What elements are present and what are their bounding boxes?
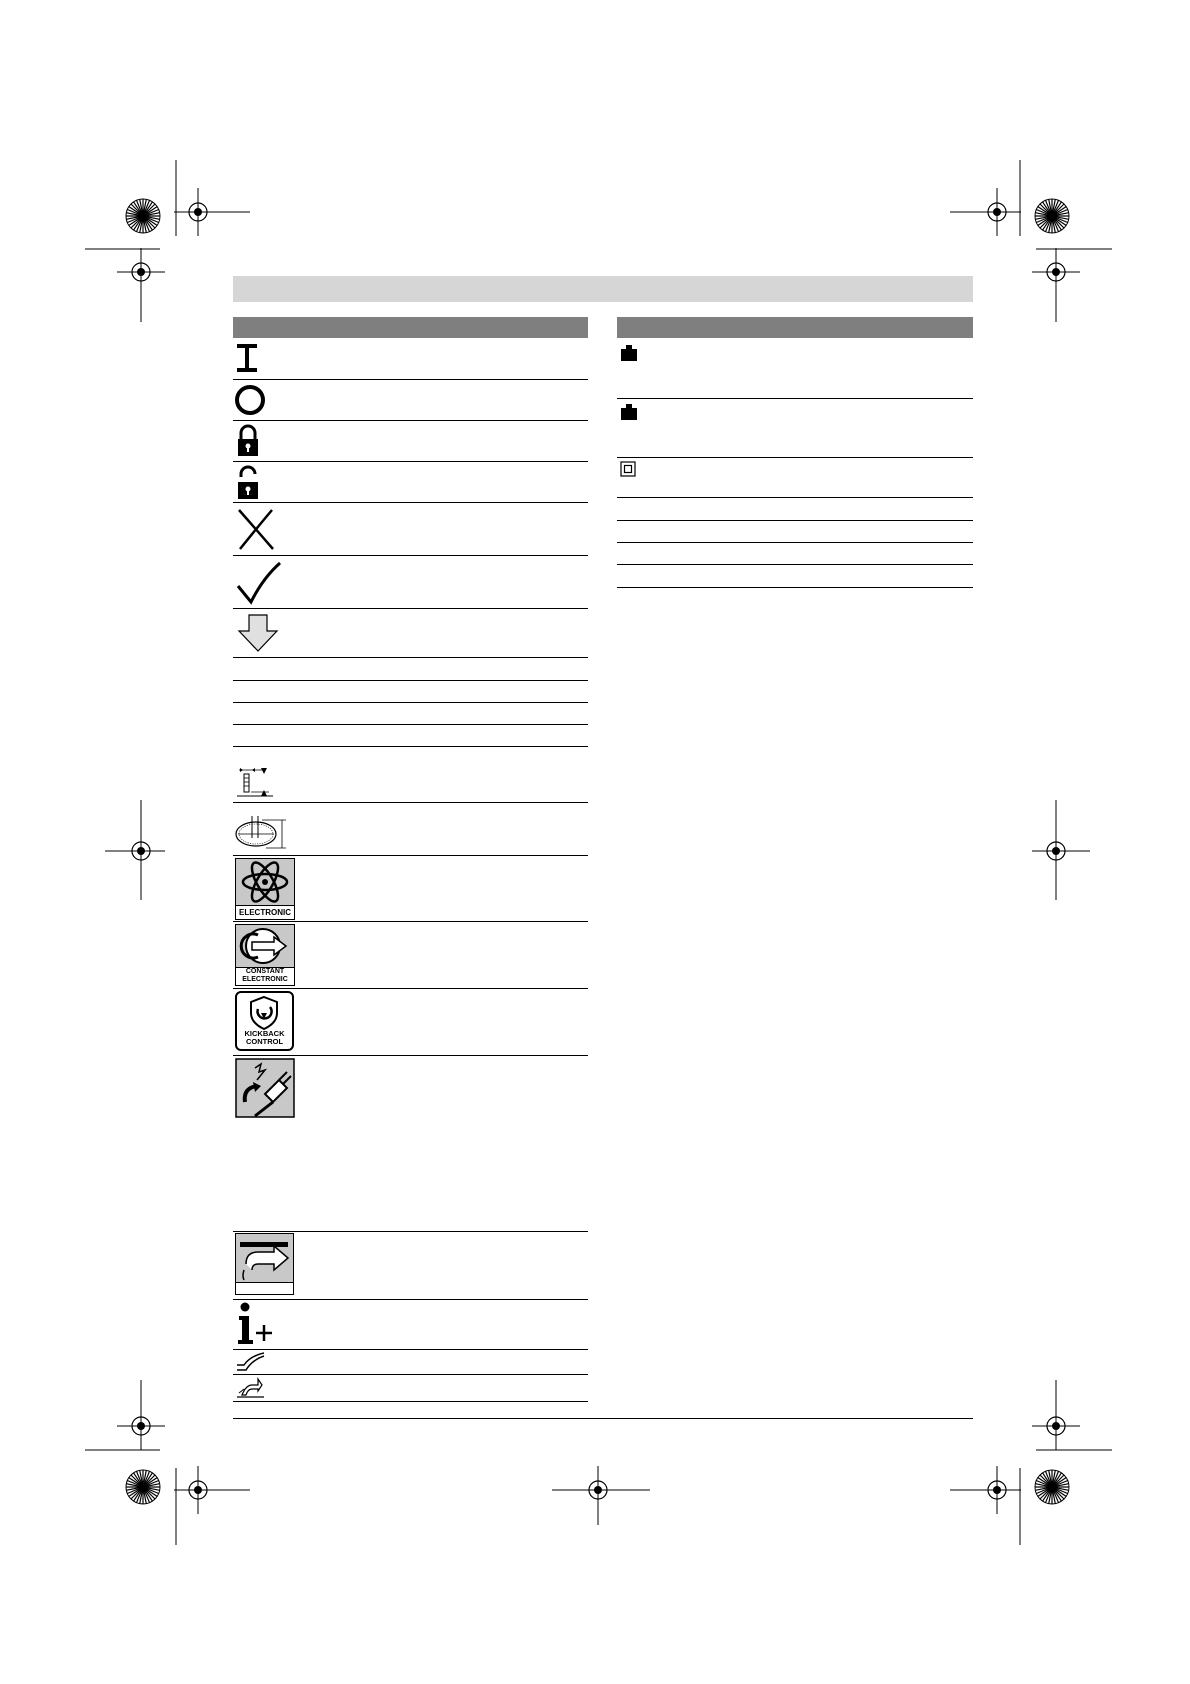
constant-electronic-label-1: CONSTANT: [245, 968, 285, 975]
small-tool-icon: [236, 1377, 266, 1399]
table-row-divider: [233, 1401, 588, 1402]
padlock-unlocked-icon: [236, 465, 260, 501]
constant-electronic-label-2: ELECTRONIC: [242, 976, 288, 983]
table-row-divider: [233, 680, 588, 681]
table-row-divider: [233, 1299, 588, 1300]
table-row-divider: [233, 608, 588, 609]
electronic-icon: [235, 858, 295, 920]
padlock-locked-icon: [236, 424, 260, 458]
table-row-divider: [233, 1231, 588, 1232]
dust-extraction-icon: [235, 1233, 294, 1295]
table-row-divider: [233, 502, 588, 503]
table-row-divider: [233, 746, 588, 747]
right-table-header: [617, 317, 973, 338]
kickback-control-label-1: KICKBACK: [244, 1029, 285, 1038]
table-row-divider: [233, 420, 588, 421]
plug-unplug-icon: [235, 1058, 295, 1118]
table-row-divider: [233, 702, 588, 703]
weight-icon: [620, 403, 638, 421]
kickback-control-icon: [235, 991, 294, 1051]
table-row-divider: [233, 461, 588, 462]
down-arrow-icon: [237, 613, 279, 653]
constant-electronic-icon: [235, 924, 295, 986]
cross-mark-icon: [236, 507, 276, 551]
table-row-divider: [617, 497, 973, 498]
table-row-divider: [233, 988, 588, 989]
table-row-divider: [617, 564, 973, 565]
table-row-divider: [617, 398, 973, 399]
table-row-divider: [233, 379, 588, 380]
footer-rule: [233, 1418, 973, 1419]
table-row-divider: [233, 1055, 588, 1056]
saw-blade-diameter-icon: [234, 812, 288, 850]
check-mark-icon: [235, 560, 283, 606]
table-row-divider: [617, 457, 973, 458]
info-plus-icon: [236, 1302, 276, 1346]
table-row-divider: [233, 802, 588, 803]
table-row-divider: [233, 921, 588, 922]
table-row-divider: [617, 542, 973, 543]
electronic-icon-label: ELECTRONIC: [236, 905, 294, 919]
kickback-control-label-2: CONTROL: [245, 1037, 284, 1046]
protection-class-ii-icon: [620, 461, 636, 477]
table-row-divider: [617, 587, 973, 588]
cutting-depth-icon: [235, 760, 275, 798]
table-row-divider: [233, 1374, 588, 1375]
table-row-divider: [233, 855, 588, 856]
switch-on-icon: [235, 342, 259, 374]
small-curve-icon: [236, 1352, 266, 1372]
switch-off-icon: [234, 384, 266, 416]
left-table-header: [233, 317, 588, 338]
weight-icon: [620, 344, 638, 362]
table-row-divider: [617, 520, 973, 521]
table-row-divider: [233, 724, 588, 725]
table-row-divider: [233, 657, 588, 658]
header-bar: [233, 276, 973, 302]
table-row-divider: [233, 555, 588, 556]
table-row-divider: [233, 1349, 588, 1350]
